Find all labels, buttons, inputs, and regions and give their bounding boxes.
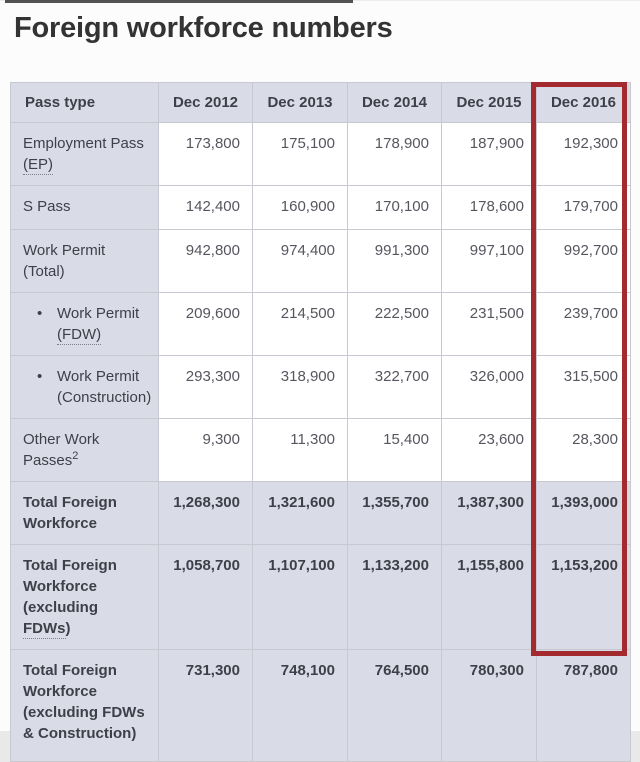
- row-label-line: [23, 723, 146, 744]
- value-cell: 318,900: [253, 356, 348, 419]
- row-label-cell: [11, 186, 159, 230]
- value-cell: 1,321,600: [253, 482, 348, 545]
- value-cell: 231,500: [442, 293, 537, 356]
- page-title: Foreign workforce numbers: [14, 12, 393, 44]
- row-label-line: [57, 387, 151, 408]
- value-cell: 178,600: [442, 186, 537, 230]
- row-label-line: [23, 133, 146, 154]
- label-text: Employment Pass: [23, 135, 144, 152]
- value-cell: 209,600: [159, 293, 253, 356]
- footnote-marker: 2: [72, 450, 79, 462]
- value-cell: 214,500: [253, 293, 348, 356]
- row-label-line: [23, 702, 146, 723]
- label-text: Work Permit: [57, 368, 140, 385]
- value-cell: 222,500: [348, 293, 442, 356]
- label-text: (Construction): [57, 389, 152, 406]
- label-text: Total Foreign: [23, 557, 117, 574]
- value-cell: 15,400: [348, 419, 442, 482]
- value-cell: 160,900: [253, 186, 348, 230]
- label-text: Workforce: [23, 683, 97, 700]
- value-cell: 974,400: [253, 230, 348, 293]
- row-label-cell: [11, 356, 159, 419]
- column-header-dec-2013: Dec 2013: [253, 83, 348, 123]
- table-row: [11, 545, 631, 650]
- label-text: (excluding: [23, 599, 99, 616]
- column-header-dec-2016: Dec 2016: [537, 83, 631, 123]
- label-text: S Pass: [23, 198, 71, 215]
- value-cell: 239,700: [537, 293, 631, 356]
- label-text: (excluding FDWs: [23, 704, 145, 721]
- value-cell: 787,800: [537, 650, 631, 762]
- value-cell: 1,268,300: [159, 482, 253, 545]
- table-row: [11, 482, 631, 545]
- label-text: ): [65, 620, 71, 637]
- row-label-line: [57, 303, 139, 324]
- value-cell: 23,600: [442, 419, 537, 482]
- row-label-line: [23, 429, 146, 450]
- label-text: Work Permit: [57, 305, 140, 322]
- table-row: [11, 356, 631, 419]
- value-cell: 748,100: [253, 650, 348, 762]
- label-text: Passes: [23, 452, 73, 469]
- value-cell: 1,393,000: [537, 482, 631, 545]
- label-text: & Construction): [23, 725, 137, 742]
- column-header-dec-2014: Dec 2014: [348, 83, 442, 123]
- value-cell: 187,900: [442, 123, 537, 186]
- value-cell: 175,100: [253, 123, 348, 186]
- value-cell: 315,500: [537, 356, 631, 419]
- value-cell: 731,300: [159, 650, 253, 762]
- label-text: Total Foreign: [23, 494, 117, 511]
- table-row: [11, 230, 631, 293]
- row-label-cell: [11, 482, 159, 545]
- glossary-term[interactable]: (EP): [23, 156, 53, 173]
- row-label-cell: [11, 293, 159, 356]
- column-header-pass-type: Pass type: [11, 83, 159, 123]
- row-label-lines: [57, 303, 139, 345]
- row-label-cell: [11, 545, 159, 650]
- value-cell: 764,500: [348, 650, 442, 762]
- top-artifact-bar: [5, 0, 353, 3]
- label-text: (Total): [23, 263, 65, 280]
- value-cell: 179,700: [537, 186, 631, 230]
- row-label-line: [23, 513, 146, 534]
- row-label-line: [23, 492, 146, 513]
- value-cell: 1,153,200: [537, 545, 631, 650]
- value-cell: 1,155,800: [442, 545, 537, 650]
- value-cell: 326,000: [442, 356, 537, 419]
- value-cell: 11,300: [253, 419, 348, 482]
- row-label-line: [23, 555, 146, 576]
- value-cell: 1,387,300: [442, 482, 537, 545]
- value-cell: 28,300: [537, 419, 631, 482]
- value-cell: 178,900: [348, 123, 442, 186]
- value-cell: 293,300: [159, 356, 253, 419]
- value-cell: 322,700: [348, 356, 442, 419]
- value-cell: 997,100: [442, 230, 537, 293]
- row-label-line: [23, 240, 146, 261]
- label-text: Workforce: [23, 578, 97, 595]
- workforce-table: [10, 82, 631, 762]
- value-cell: 1,058,700: [159, 545, 253, 650]
- row-label-line: [23, 597, 146, 639]
- value-cell: 170,100: [348, 186, 442, 230]
- glossary-term[interactable]: FDWs: [23, 620, 66, 637]
- row-label-line: [57, 366, 151, 387]
- value-cell: 1,107,100: [253, 545, 348, 650]
- row-label-line: [23, 261, 146, 282]
- label-text: Workforce: [23, 515, 97, 532]
- value-cell: 1,355,700: [348, 482, 442, 545]
- table-row: [11, 186, 631, 230]
- value-cell: 192,300: [537, 123, 631, 186]
- row-label-cell: [11, 230, 159, 293]
- row-label-line: [23, 660, 146, 681]
- bullet-icon: •: [37, 305, 43, 322]
- table-row: [11, 123, 631, 186]
- glossary-term[interactable]: (FDW): [57, 326, 102, 343]
- row-label-line: [23, 196, 146, 217]
- row-label-line: [23, 576, 146, 597]
- value-cell: 942,800: [159, 230, 253, 293]
- value-cell: 9,300: [159, 419, 253, 482]
- table-row: [11, 650, 631, 762]
- row-label-cell: [11, 650, 159, 762]
- row-label-lines: [57, 366, 151, 408]
- row-label-cell: [11, 123, 159, 186]
- row-label-line: [23, 154, 146, 175]
- value-cell: 780,300: [442, 650, 537, 762]
- row-label-cell: [11, 419, 159, 482]
- row-label-line: [57, 324, 139, 345]
- row-label-line: [23, 450, 146, 471]
- value-cell: 142,400: [159, 186, 253, 230]
- label-text: Other Work: [23, 431, 100, 448]
- value-cell: 173,800: [159, 123, 253, 186]
- bullet-icon: •: [37, 368, 43, 385]
- label-text: Total Foreign: [23, 662, 117, 679]
- row-label-line: [23, 681, 146, 702]
- table-row: [11, 419, 631, 482]
- value-cell: 991,300: [348, 230, 442, 293]
- value-cell: 992,700: [537, 230, 631, 293]
- table-row: [11, 293, 631, 356]
- value-cell: 1,133,200: [348, 545, 442, 650]
- column-header-dec-2012: Dec 2012: [159, 83, 253, 123]
- table-header-row: [11, 83, 631, 123]
- label-text: Work Permit: [23, 242, 106, 259]
- column-header-dec-2015: Dec 2015: [442, 83, 537, 123]
